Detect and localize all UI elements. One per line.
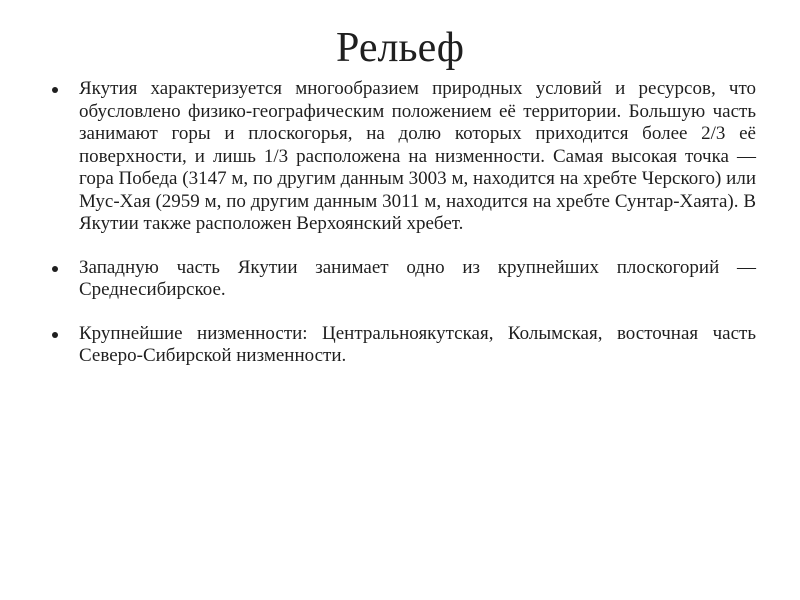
bullet-item	[52, 78, 756, 236]
bullet-dot-icon	[52, 332, 58, 338]
bullet-dot-icon	[52, 266, 58, 272]
bullet-item	[52, 257, 756, 302]
bullet-text: Западную часть Якутии занимает одно из крупнейших плоскогорий — Среднесибирское.	[79, 256, 756, 300]
bullet-dot-icon	[52, 87, 58, 93]
bullet-text: Крупнейшие низменности: Центральноякутская, Колымская, восточная часть Северо-Сибирской низменности.	[79, 322, 756, 366]
bullet-text: Якутия характеризуется многообразием природных условий и ресурсов, что обусловлено физико-географическим положением её территории. Большую часть занимают горы и плоскогорья, на долю которых приходится более 2/3 её поверхности, и лишь 1/3 расположена на низменности. Самая высокая точка — гора Победа (3147 м, по другим данным 3003 м, находится на хребте Черского) или Мус-Хая (2959 м, по другим данным 3011 м, находится на хребте Сунтар-Хаята). В Якутии также расположен Верхоянский хребет.	[79, 78, 756, 234]
bullet-item	[52, 323, 756, 368]
bullet-list	[52, 78, 756, 389]
slide-title: Рельеф	[336, 25, 464, 71]
